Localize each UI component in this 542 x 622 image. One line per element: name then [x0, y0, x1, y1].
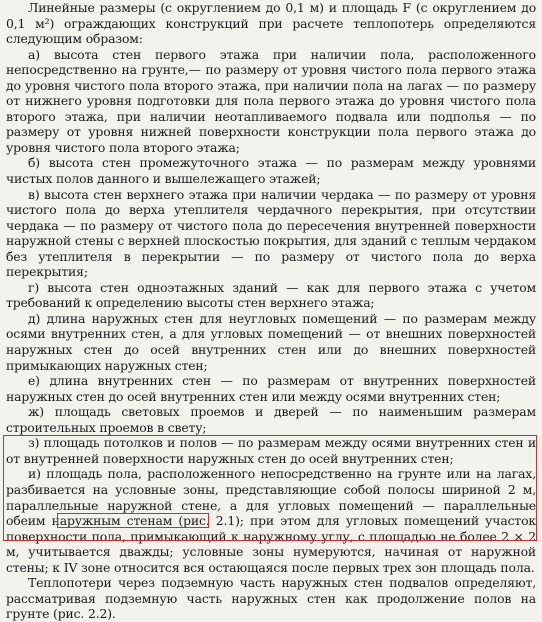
highlight-box-counted-twice	[57, 513, 209, 528]
paragraph-i-highlighted: и) площадь пола, расположенного непосредственно на грунте или на лагах, разбивается на условные зоны, представляющие собой полосы шириной 2 м, параллельные наружной стене, а для угловых помещений — параллельные обеим наружным стенам (рис. 2.1); при этом для угловых помещений участок поверхности пола, примыкающий к наружному углу, с площадью не более 2 × 2 м, учитывается дважды; условные зоны нумеруются, начиная от наружной стены; к IV зоне относится вся остающаяся после первых трех зон площадь пола.	[6, 466, 536, 575]
paragraph-conclusion: Теплопотери через подземную часть наружных стен подвалов определяют, рассматривая подземную часть наружных стен как продолжение полов на грунте (рис. 2.2).	[6, 575, 536, 622]
paragraph-z: з) площадь потолков и полов — по размерам между осями внутренних стен и от внутренней поверхности наружных стен до осей внутренних стен;	[6, 435, 536, 466]
paragraph-b: б) высота стен промежуточного этажа — по размерам между уровнями чистых полов данного и вышележащего этажей;	[6, 155, 536, 187]
paragraph-e: е) длина внутренних стен — по размерам от внутренних поверхностей наружных стен до осей внутренних стен или между осями внутренних стен;	[6, 373, 536, 404]
paragraph-d: д) длина наружных стен для неугловых помещений — по размерам между осями внутренних стен, а для угловых помещений — от внешних поверхностей наружных стен до осей внутренних стен или до внешних поверхностей примыкающих наружных стен;	[6, 310, 536, 373]
paragraph-zh: ж) площадь световых проемов и дверей — по наименьшим размерам строительных проемов в свету;	[6, 404, 536, 435]
paragraph-a: а) высота стен первого этажа при наличии пола, расположенного непосредственно на грунте,— по размеру от уровня чистого пола первого этажа до уровня чистого пола второго этажа, при наличии пола на лагах — по размеру от нижнего уровня подготовки для пола первого этажа до уровня чистого пола второго этажа, при наличии неотапливаемого подвала или подполья — по размеру от уровня нижней поверхности конструкции пола первого этажа до уровня чистого пола второго этажа;	[6, 46, 536, 155]
paragraph-intro: Линейные размеры (с округлением до 0,1 м) и площадь F (с округлением до 0,1 м²) ограждающих конструкций при расчете теплопотерь определяются следующим образом:	[6, 0, 536, 47]
paragraph-v: в) высота стен верхнего этажа при наличии чердака — по размеру от уровня чистого пола до верха утеплителя чердачного перекрытия, при отсутствии чердака — по размеру от чистого пола до пересечения внутренней поверхности наружной стены с верхней плоскостью покрытия, для зданий с теплым чердаком без утеплителя в перекрытии — по размеру от чистого пола до верха перекрытия;	[6, 186, 536, 280]
paragraph-g: г) высота стен одноэтажных зданий — как для первого этажа с учетом требований к определению высоты стен верхнего этажа;	[6, 279, 536, 311]
